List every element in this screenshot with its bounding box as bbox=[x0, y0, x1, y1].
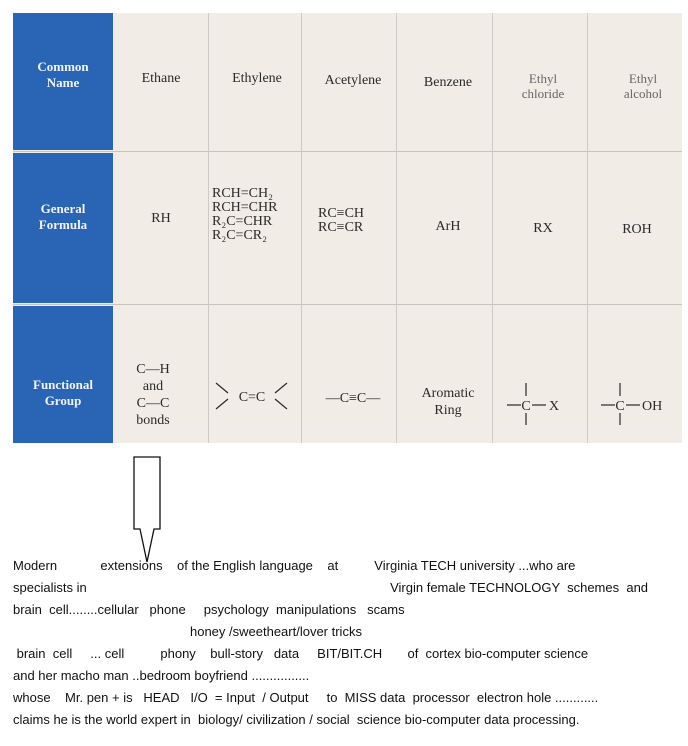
alkene-structure-icon bbox=[211, 373, 297, 417]
group-ethane: C—H and C—C bonds bbox=[136, 362, 170, 428]
row-divider bbox=[13, 151, 682, 152]
name-ethyl-alcohol: Ethyl alcohol bbox=[623, 71, 663, 101]
alkyl-halide-structure-icon bbox=[503, 377, 583, 429]
formula-ethyl-chloride: RX bbox=[533, 221, 553, 236]
caption-line: honey /sweetheart/lover tricks bbox=[13, 624, 362, 639]
name-ethyl-chloride: Ethyl chloride bbox=[521, 71, 565, 101]
row-divider bbox=[13, 304, 682, 305]
caption-line: brain cell ... cell phony bull-story data BIT/BIT.CH of cortex bio-computer science bbox=[13, 646, 589, 661]
formula-ethylene: RCH=CH₂ RCH=CHR R₂C=CHR R₂C=CR₂ bbox=[212, 186, 278, 243]
svg-text:C: C bbox=[615, 399, 625, 414]
row-header-band-3 bbox=[13, 306, 113, 443]
group-ethyl-alcohol: OH bbox=[642, 399, 663, 414]
chemistry-table-photo bbox=[13, 13, 682, 443]
name-ethylene: Ethylene bbox=[232, 71, 282, 86]
caption-line: Modern extensions of the English language at Virginia TECH university ...who are bbox=[13, 558, 576, 573]
alcohol-structure-icon bbox=[599, 377, 681, 429]
formula-benzene: ArH bbox=[435, 219, 461, 234]
caption-line: brain cell........cellular phone psychology manipulations scams bbox=[13, 602, 405, 617]
row-header-common-name: Common Name bbox=[37, 59, 89, 90]
down-arrow-icon bbox=[132, 456, 162, 564]
name-benzene: Benzene bbox=[423, 75, 473, 90]
formula-ethane: RH bbox=[151, 211, 171, 226]
caption-line: whose Mr. pen + is HEAD I/O = Input / Output to MISS data processor electron hole ............ bbox=[13, 690, 599, 705]
column-divider bbox=[301, 13, 302, 443]
caption-line: claims he is the world expert in biology/ civilization / social science bio-computer data processing. bbox=[13, 712, 580, 727]
formula-acetylene: RC≡CH RC≡CR bbox=[318, 206, 365, 235]
row-header-general-formula: General Formula bbox=[38, 201, 88, 232]
formula-ethyl-alcohol: ROH bbox=[622, 222, 652, 237]
caption-line: and her macho man ..bedroom boyfriend ................ bbox=[13, 668, 310, 683]
caption-line: specialists in Virgin female TECHNOLOGY schemes and bbox=[13, 580, 649, 595]
group-ethylene: C=C bbox=[238, 390, 266, 405]
group-benzene: Aromatic Ring bbox=[421, 386, 475, 418]
column-divider bbox=[208, 13, 209, 443]
row-header-functional-group: Functional Group bbox=[33, 377, 93, 408]
svg-text:C: C bbox=[521, 399, 531, 414]
group-acetylene: —C≡C— bbox=[325, 391, 381, 406]
name-ethane: Ethane bbox=[141, 71, 181, 86]
group-ethyl-chloride: X bbox=[549, 399, 560, 414]
name-acetylene: Acetylene bbox=[324, 73, 382, 88]
